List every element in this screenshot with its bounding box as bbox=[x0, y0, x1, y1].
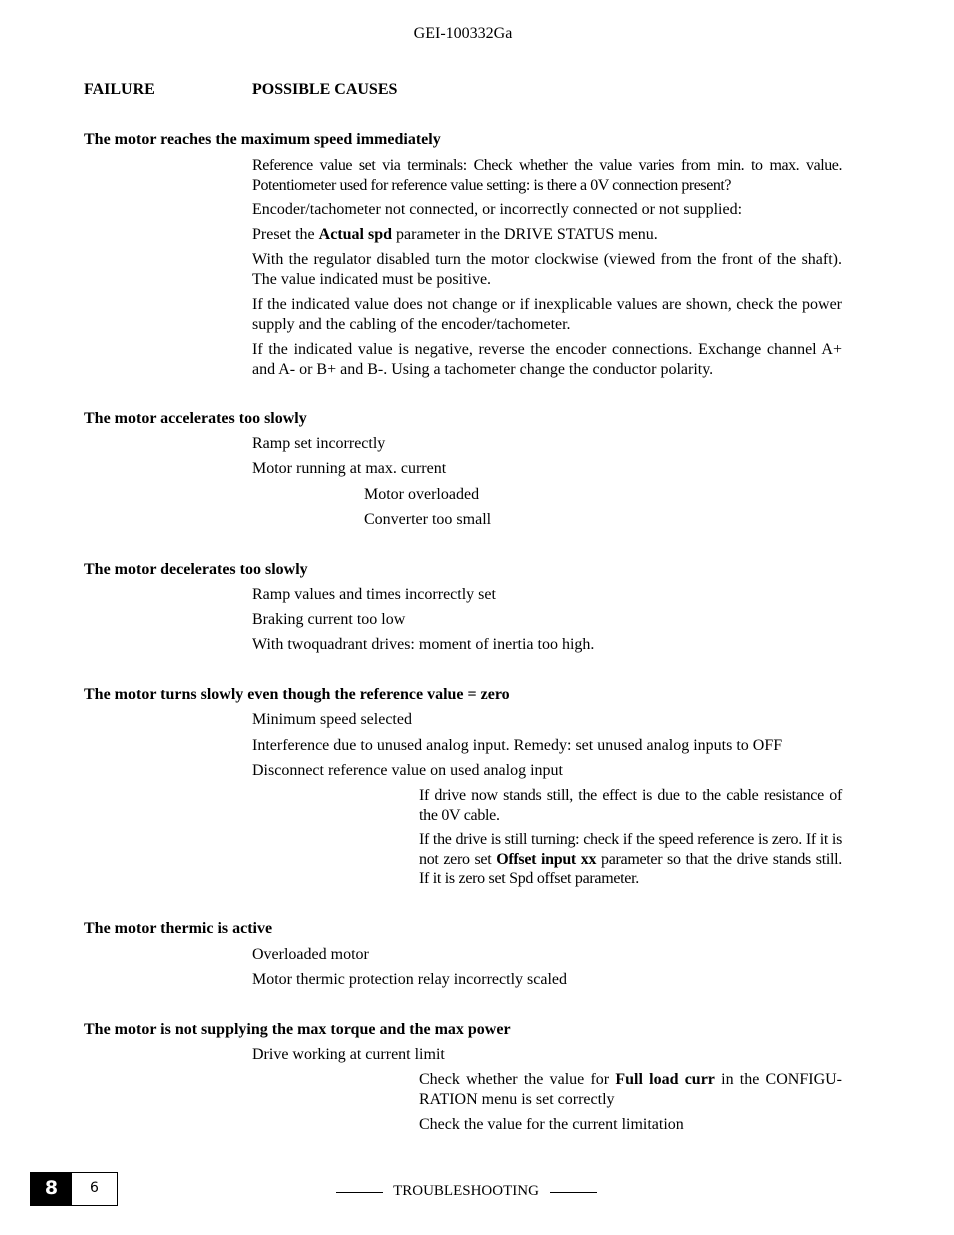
cause-sub-item: Converter too small bbox=[364, 511, 492, 528]
page-number: 6 bbox=[90, 1180, 99, 1197]
cause-item: Minimum speed selected bbox=[252, 711, 412, 728]
cause-item: Reference value set via terminals: Check whether the value varies from min. to max. value. Potentiometer used for reference value setting: is there a 0V connection present? bbox=[252, 157, 842, 194]
cause-item: Ramp set incorrectly bbox=[252, 435, 386, 452]
failure-title-accelerates-slowly: The motor accelerates too slowly bbox=[84, 410, 307, 427]
cause-item: With twoquadrant drives: moment of inertia too high. bbox=[252, 636, 595, 653]
footer-chapter-title: TROUBLESHOOTING bbox=[393, 1183, 539, 1199]
cause-item: Overloaded motor bbox=[252, 946, 369, 963]
chapter-page-box bbox=[30, 1172, 118, 1206]
cause-item: Braking current too low bbox=[252, 611, 406, 628]
cause-item: Interference due to unused analog input. Remedy: set unused analog inputs to OFF bbox=[252, 737, 783, 754]
cause-item: If the indicated value is negative, reverse the encoder connections. Exchange channel A+ and A- or B+ and B-. Using a tachometer change the conductor polarity. bbox=[252, 341, 842, 378]
document-id: GEI-100332Ga bbox=[413, 25, 513, 42]
cause-sub-item: Motor overloaded bbox=[364, 486, 480, 503]
parameter-name: Full load curr bbox=[615, 1071, 715, 1088]
failure-title-max-speed: The motor reaches the maximum speed immediately bbox=[84, 131, 441, 148]
footer-rule-right bbox=[550, 1192, 597, 1193]
cause-item: Motor thermic protection relay incorrectly scaled bbox=[252, 971, 567, 988]
cause-item: Encoder/tachometer not connected, or incorrectly connected or not supplied: bbox=[252, 201, 743, 218]
possible-causes-column-header: POSSIBLE CAUSES bbox=[252, 81, 398, 98]
cause-item: Drive working at current limit bbox=[252, 1046, 445, 1063]
failure-title-decelerates-slowly: The motor decelerates too slowly bbox=[84, 561, 308, 578]
parameter-name: Offset input xx bbox=[496, 850, 597, 868]
cause-item: Disconnect reference value on used analog input bbox=[252, 762, 563, 779]
failure-column-header: FAILURE bbox=[84, 81, 155, 98]
cause-sub-item: If drive now stands still, the effect is due to the cable resistance of the 0V cable. bbox=[419, 787, 842, 824]
chapter-number: 8 bbox=[31, 1173, 72, 1205]
cause-item: Ramp values and times incorrectly set bbox=[252, 586, 496, 603]
cause-sub-item: Check the value for the current limitation bbox=[419, 1116, 684, 1133]
failure-title-turns-slowly-at-zero: The motor turns slowly even though the reference value = zero bbox=[84, 686, 510, 703]
cause-item: If the indicated value does not change or if inexplicable values are shown, check the power supply and the cabling of the encoder/tachometer. bbox=[252, 296, 842, 333]
failure-title-no-max-torque: The motor is not supplying the max torque and the max power bbox=[84, 1021, 511, 1038]
cause-item: Motor running at max. current bbox=[252, 460, 447, 477]
failure-title-thermic-active: The motor thermic is active bbox=[84, 920, 273, 937]
parameter-name: Actual spd bbox=[318, 226, 393, 243]
cause-item: With the regulator disabled turn the motor clockwise (viewed from the front of the shaft). The value indicated must be positive. bbox=[252, 251, 842, 288]
cause-item: Preset the Actual spd parameter in the DRIVE STATUS menu. bbox=[252, 226, 658, 243]
cause-sub-item: If the drive is still turning: check if the speed reference is zero. If it is not zero set Offset input xx parameter so that the drive stands still. If it is zero set Spd offset parameter. bbox=[419, 831, 842, 887]
cause-sub-item: Check whether the value for Full load curr in the CONFIGU-RATION menu is set correctly bbox=[419, 1071, 842, 1108]
